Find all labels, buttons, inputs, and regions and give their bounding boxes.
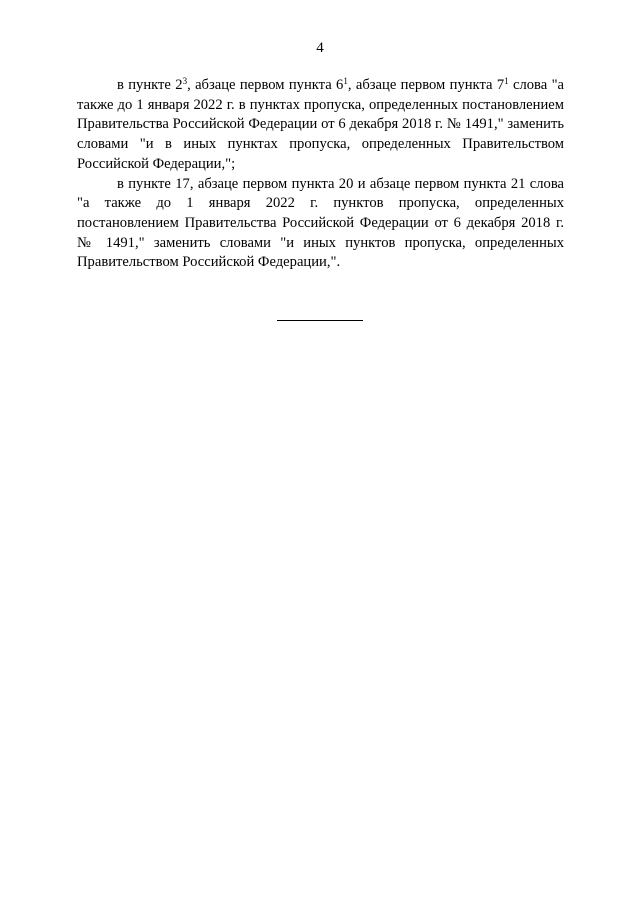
- end-of-document-rule: [277, 320, 363, 321]
- paragraph-amendment-1: [77, 76, 564, 175]
- document-body: [77, 76, 564, 273]
- paragraph-amendment-2: в пункте 17, абзаце первом пункта 20 и абзаце первом пункта 21 слова "а также до 1 января 2022 г. пунктов пропуска, определенных постановлением Правительства Российской Федерации от 6 декабря 2018 г. № 1491," заменить словами "и иных пунктов пропуска, определенных Правительством Российской Федерации,".: [77, 175, 564, 271]
- superscript-3: 1: [504, 76, 509, 86]
- superscript-1: 3: [182, 76, 188, 86]
- paragraph-1-text-3: , абзаце первом пункта 7: [347, 77, 505, 93]
- paragraph-1-text-2: , абзаце первом пункта 6: [187, 77, 344, 93]
- paragraph-1-text-4: слова "а также до 1 января 2022 г. в пунктах пропуска, определенных постановлением Правительства Российской Федерации от 6 декабря 2018 г. № 1491," заменить словами "и в иных пунктах пропуска, определенных Правительством Российской Федерации,";: [77, 77, 565, 172]
- paragraph-1-text-1: в пункте 2: [117, 77, 183, 93]
- page-number: 4: [316, 40, 324, 56]
- superscript-2: 1: [343, 76, 348, 86]
